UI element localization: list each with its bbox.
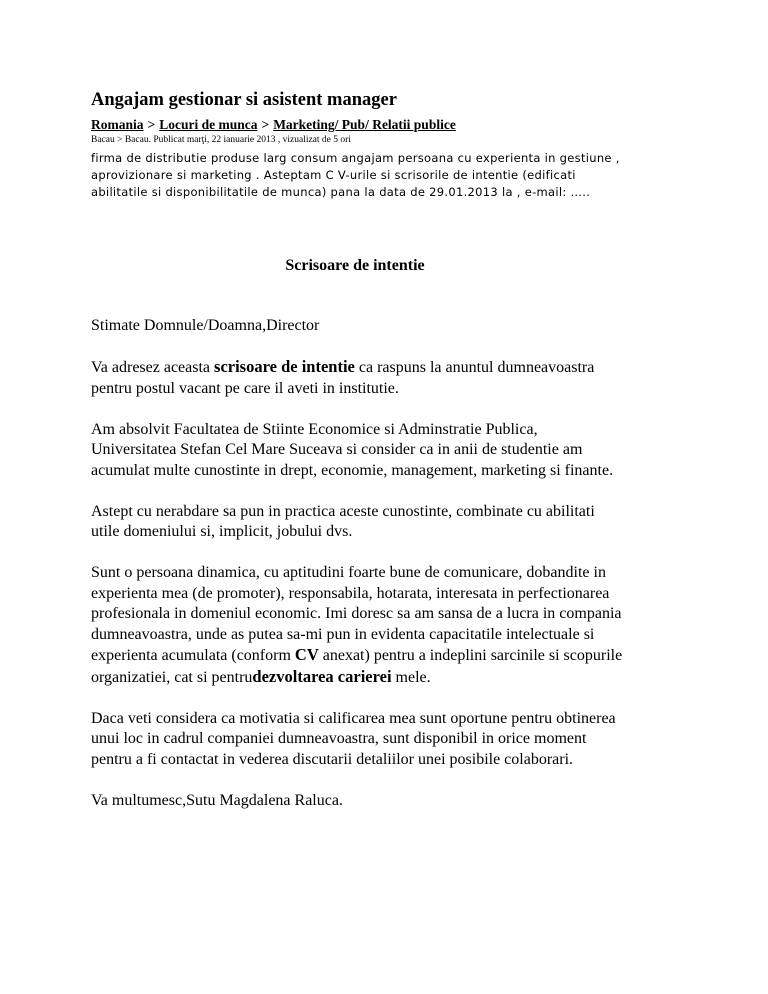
ad-text-line: abilitatile si disponibilitatile de munca) pana la data de 29.01.2013 la , e-mail: ….. — [91, 185, 591, 199]
paragraph-profile: Sunt o persoana dinamica, cu aptitudini foarte bune de comunicare, dobandite in experienta mea (de promoter), responsabila, hotarata, interesata in perfectionarea profesionala in domeniul economic. Imi doresc sa am sansa de a lucra in compania dumneavoastra, unde as putea sa-mi pun in evidenta capacitatile intelectuale si experienta acumulata (conform CV anexat) pentru a indeplini sarcinile si scopurile organizatiei, cat si pentrudezvoltarea carierei mele. — [91, 564, 623, 686]
ad-text-line: firma de distributie produse larg consum angajam persoana cu experienta in gestiune , — [91, 151, 620, 165]
bold-phrase: scrisoare de intentie — [214, 357, 355, 376]
bold-phrase: dezvoltarea carierei — [252, 666, 392, 686]
ad-description — [91, 150, 671, 201]
letter-title: Scrisoare de intentie — [285, 257, 425, 274]
bold-phrase: CV — [294, 645, 319, 664]
paragraph-education: Am absolvit Facultatea de Stiinte Economice si Adminstratie Publica, Universitatea Stefan Cel Mare Suceava si consider ca in anii de studentie am acumulat multe cunostinte in drept, economie, management, marketing si finante. — [91, 420, 614, 479]
breadcrumb — [91, 117, 456, 133]
paragraph-availability: Daca veti considera ca motivatia si calificarea mea sunt oportune pentru obtinerea unui loc in cadrul companiei dumneavoastra, sunt disponibil in orice moment pentru a fi contactat in vederea discutarii detaliilor unei posibile colaborari. — [91, 709, 616, 768]
greeting: Stimate Domnule/Doamna,Director — [91, 317, 320, 334]
closing: Va multumesc,Sutu Magdalena Raluca. — [91, 791, 343, 809]
paragraph-intro: Va adresez aceasta scrisoare de intentie ca raspuns la anuntul dumneavoastra pentru postul vacant pe care il aveti in institutie. — [91, 357, 595, 397]
breadcrumb-link-marketing[interactable]: Marketing/ Pub/ Relatii publice — [273, 117, 456, 132]
ad-text-line: aprovizionare si marketing . Asteptam C V-urile si scrisorile de intentie (edificati — [91, 168, 576, 182]
breadcrumb-separator: > — [261, 117, 270, 132]
paragraph-expectation: Astept cu nerabdare sa pun in practica aceste cunostinte, combinate cu abilitati utile domeniului si, implicit, jobului dvs. — [91, 502, 595, 540]
breadcrumb-separator: > — [147, 117, 156, 132]
breadcrumb-link-jobs[interactable]: Locuri de munca — [159, 117, 258, 132]
breadcrumb-link-romania[interactable]: Romania — [91, 117, 144, 132]
ad-title: Angajam gestionar si asistent manager — [91, 90, 397, 110]
letter-body — [91, 316, 691, 832]
publish-meta: Bacau > Bacau. Publicat marţi, 22 ianuarie 2013 , vizualizat de 5 ori — [91, 135, 351, 145]
